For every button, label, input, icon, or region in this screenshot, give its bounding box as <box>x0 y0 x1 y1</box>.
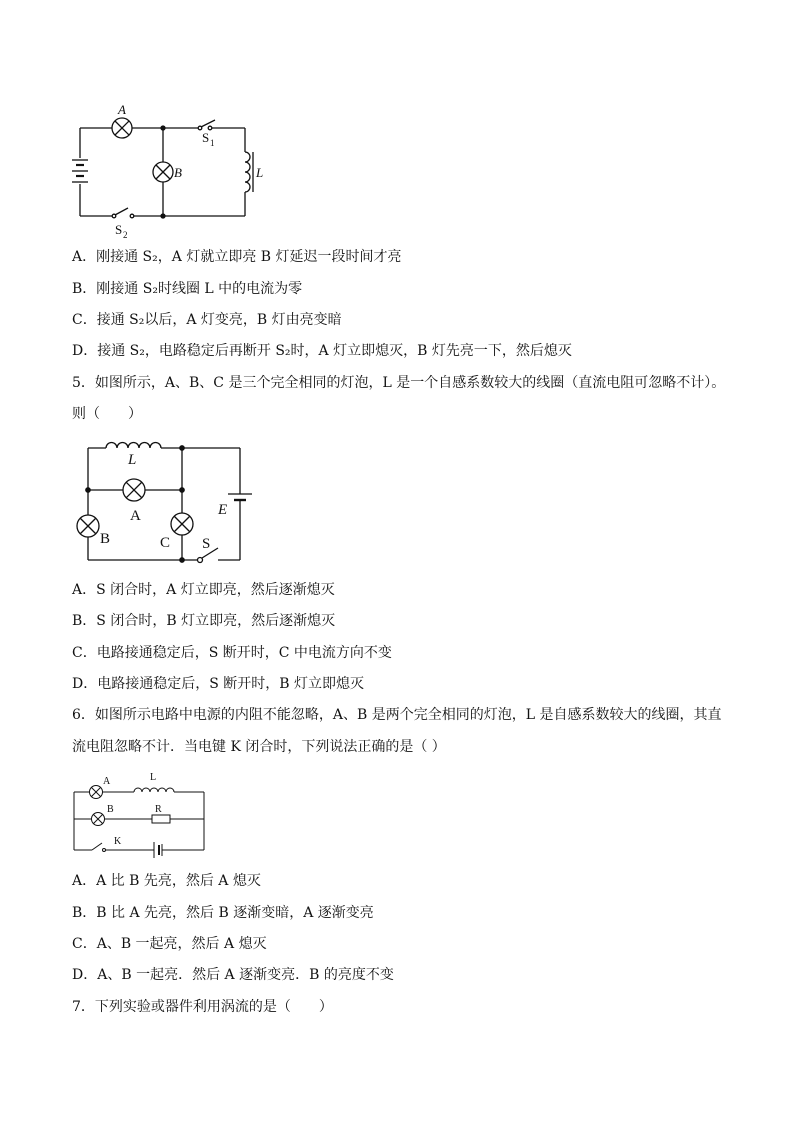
q5-option-a: A．S 闭合时，A 灯立即亮，然后逐渐熄灭 <box>72 582 335 598</box>
q5-label-l: L <box>128 452 137 468</box>
coil-l-symbol <box>245 152 253 192</box>
lamp-b-symbol <box>153 162 173 182</box>
q4-label-b: B <box>174 165 182 180</box>
q4-label-s2: S <box>115 222 123 237</box>
lamp-a-symbol <box>112 118 132 138</box>
lamp-c-symbol <box>171 513 193 535</box>
battery-symbol <box>72 160 88 182</box>
q6-option-c: C．A、B 一起亮，然后 A 熄灭 <box>72 936 267 952</box>
q4-label-l: L <box>256 165 264 180</box>
q5-stem-line2: 则（ ） <box>72 406 142 422</box>
q6-label-l: L <box>150 772 157 783</box>
q5-label-s: S <box>202 536 211 552</box>
q6-label-b: B <box>107 804 114 815</box>
q5-label-a: A <box>130 508 141 524</box>
lamp-b-symbol <box>77 515 99 537</box>
q5-option-c: C．电路接通稳定后，S 断开时，C 中电流方向不变 <box>72 645 392 661</box>
q6-circuit-diagram <box>70 768 210 860</box>
q6-stem-line1: 6．如图所示电路中电源的内阻不能忽略，A、B 是两个完全相同的灯泡，L 是自感系数较大的线圈，其直 <box>72 707 722 723</box>
q4-label-s1: S <box>202 130 210 145</box>
battery-symbol <box>154 842 162 858</box>
lamp-a-symbol <box>123 479 145 501</box>
q6-label-k: K <box>114 836 122 847</box>
q6-option-a: A．A 比 B 先亮，然后 A 熄灭 <box>72 873 261 889</box>
q6-option-b: B．B 比 A 先亮，然后 B 逐渐变暗，A 逐渐变亮 <box>72 905 374 921</box>
q4-label-a: A <box>118 102 126 117</box>
battery-e-symbol <box>228 494 252 500</box>
q5-label-e: E <box>218 502 228 518</box>
q4-label-s1-sub: 1 <box>210 138 215 148</box>
q4-option-c: C．接通 S₂以后，A 灯变亮，B 灯由亮变暗 <box>72 312 342 328</box>
lamp-a-symbol <box>90 786 103 799</box>
q5-option-b: B．S 闭合时，B 灯立即亮，然后逐渐熄灭 <box>72 613 336 629</box>
q5-stem-line1: 5．如图所示，A、B、C 是三个完全相同的灯泡，L 是一个自感系数较大的线圈（直流电阻可忽略不计）。 <box>72 375 726 391</box>
q6-label-r: R <box>155 804 162 815</box>
lamp-b-symbol <box>92 813 105 826</box>
switch-s2-symbol <box>112 208 134 218</box>
q4-label-s2-sub: 2 <box>123 230 128 240</box>
q5-option-d: D．电路接通稳定后，S 断开时，B 灯立即熄灭 <box>72 676 365 692</box>
q6-stem-line2: 流电阻忽略不计．当电键 K 闭合时，下列说法正确的是（ ） <box>72 739 446 755</box>
q7-stem: 7．下列实验或器件利用涡流的是（ ） <box>72 999 333 1015</box>
q4-circuit-diagram <box>70 100 280 240</box>
q5-label-b: B <box>100 531 111 547</box>
q4-option-a: A．刚接通 S₂，A 灯就立即亮 B 灯延迟一段时间才亮 <box>72 249 402 265</box>
switch-k-symbol <box>92 843 106 852</box>
q5-label-c: C <box>160 535 171 551</box>
q6-option-d: D．A、B 一起亮．然后 A 逐渐变亮．B 的亮度不变 <box>72 967 394 983</box>
q4-option-b: B．刚接通 S₂时线圈 L 中的电流为零 <box>72 281 303 297</box>
q6-label-a: A <box>103 776 111 787</box>
q4-option-d: D．接通 S₂，电路稳定后再断开 S₂时，A 灯立即熄灭，B 灯先亮一下，然后熄灭 <box>72 343 572 359</box>
q5-circuit-diagram <box>72 432 262 572</box>
